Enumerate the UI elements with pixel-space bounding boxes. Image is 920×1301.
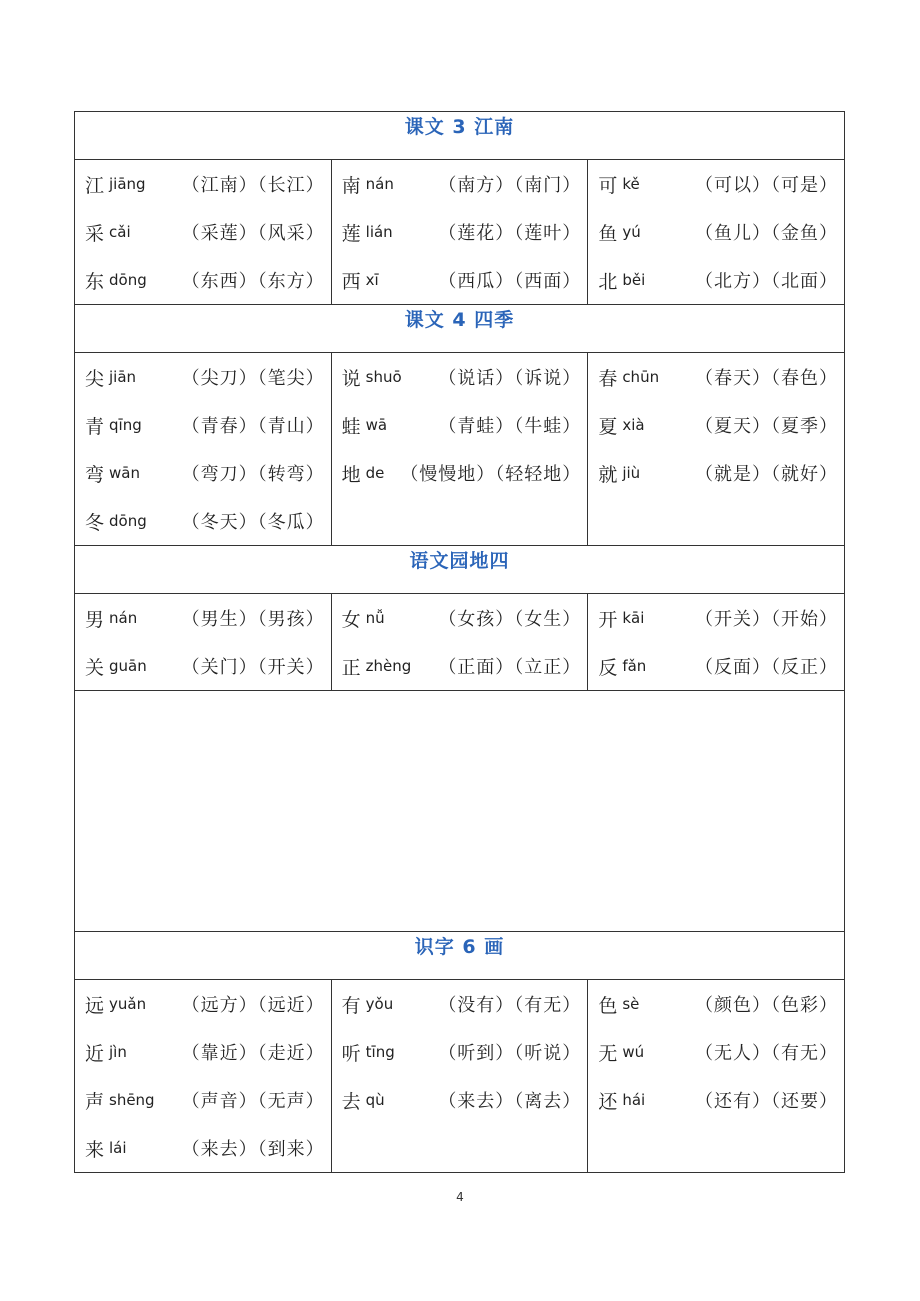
vocab-char: 青	[85, 415, 105, 438]
vocab-entry	[332, 449, 588, 497]
vocab-pinyin: shuō	[365, 368, 402, 386]
vocab-words: （就是）（就好）	[695, 464, 838, 485]
vocab-entry	[332, 256, 588, 304]
vocab-entry	[588, 1028, 844, 1076]
vocab-pinyin: wān	[109, 464, 140, 482]
section-header-row	[75, 305, 845, 353]
vocab-char: 还	[598, 1090, 618, 1113]
vocab-pinyin: běi	[622, 271, 646, 289]
vocab-words: （来去）（到来）	[181, 1139, 325, 1160]
vocab-pinyin: yǒu	[365, 995, 394, 1013]
vocab-words: （冬天）（冬瓜）	[181, 512, 325, 533]
vocab-pinyin: xī	[365, 271, 379, 289]
vocab-words: （慢慢地）（轻轻地）	[400, 464, 582, 485]
vocabulary-sheet	[74, 111, 845, 1173]
vocab-words: （北方）（北面）	[695, 271, 838, 292]
vocab-words: （春天）（春色）	[695, 368, 838, 389]
vocab-char: 尖	[85, 367, 105, 390]
vocab-char: 东	[85, 270, 105, 293]
vocab-entry	[75, 1076, 331, 1124]
vocab-entry	[75, 449, 331, 497]
vocab-entry	[332, 642, 588, 690]
vocab-column	[75, 594, 332, 691]
vocab-words: （来去）（离去）	[438, 1091, 582, 1112]
vocab-pinyin: tīng	[365, 1043, 395, 1061]
vocab-words: （反面）（反正）	[695, 657, 838, 678]
vocab-words: （江南）（长江）	[181, 175, 325, 196]
vocab-char: 有	[341, 994, 361, 1017]
vocab-char: 鱼	[598, 222, 618, 245]
vocab-char: 地	[341, 463, 361, 486]
vocab-words: （靠近）（走近）	[181, 1043, 325, 1064]
vocab-words: （尖刀）（笔尖）	[181, 368, 325, 389]
vocab-char: 西	[341, 270, 361, 293]
vocab-char: 北	[598, 270, 618, 293]
vocab-words: （男生）（男孩）	[181, 609, 325, 630]
vocab-char: 说	[341, 367, 361, 390]
vocab-entry	[588, 256, 844, 304]
vocab-entry	[332, 208, 588, 256]
vocab-words: （声音）（无声）	[181, 1091, 325, 1112]
vocab-column	[588, 160, 845, 305]
vocab-entry	[75, 353, 331, 401]
vocab-entry	[588, 401, 844, 449]
vocab-pinyin: qù	[365, 1091, 385, 1109]
vocab-char: 无	[598, 1042, 618, 1065]
vocab-words: （听到）（听说）	[438, 1043, 582, 1064]
vocab-entry	[75, 980, 331, 1028]
page-number: 4	[456, 1190, 464, 1204]
vocab-char: 可	[598, 174, 618, 197]
vocab-pinyin: qīng	[109, 416, 142, 434]
vocab-column	[331, 353, 588, 546]
blank-row	[75, 691, 845, 932]
vocab-char: 去	[341, 1090, 361, 1113]
vocab-char: 弯	[85, 463, 105, 486]
vocab-char: 春	[598, 367, 618, 390]
vocab-entry	[75, 256, 331, 304]
vocab-char: 色	[598, 994, 618, 1017]
vocab-pinyin: dōng	[109, 271, 147, 289]
vocab-entry	[332, 594, 588, 642]
vocab-words: （西瓜）（西面）	[438, 271, 582, 292]
vocab-words: （颜色）（色彩）	[695, 995, 838, 1016]
section-header-row	[75, 932, 845, 980]
vocab-pinyin: jiān	[109, 368, 137, 386]
vocab-words: （远方）（远近）	[181, 995, 325, 1016]
vocab-char: 江	[85, 174, 105, 197]
vocab-column	[75, 160, 332, 305]
vocab-entry	[332, 401, 588, 449]
blank-cell	[75, 691, 845, 932]
vocab-char: 近	[85, 1042, 105, 1065]
vocab-entry	[75, 594, 331, 642]
vocab-pinyin: cǎi	[109, 223, 131, 241]
vocab-pinyin: fǎn	[622, 657, 647, 675]
vocab-char: 莲	[341, 222, 361, 245]
vocab-words: （采莲）（风采）	[181, 223, 325, 244]
section-title: 课文 4 四季	[75, 305, 845, 353]
vocab-entry	[588, 353, 844, 401]
vocab-char: 南	[341, 174, 361, 197]
section-header-row	[75, 112, 845, 160]
vocab-entry	[332, 1028, 588, 1076]
section-body-row	[75, 353, 845, 546]
vocab-entry	[75, 401, 331, 449]
vocab-entry	[75, 208, 331, 256]
vocab-char: 开	[598, 608, 618, 631]
vocab-pinyin: dōng	[109, 512, 147, 530]
vocab-entry	[588, 594, 844, 642]
vocab-pinyin: wā	[365, 416, 388, 434]
vocab-char: 声	[85, 1090, 105, 1113]
vocab-char: 就	[598, 463, 618, 486]
vocab-pinyin: xià	[622, 416, 645, 434]
vocab-entry	[588, 1076, 844, 1124]
vocab-char: 来	[85, 1138, 105, 1161]
vocab-words: （南方）（南门）	[438, 175, 582, 196]
vocab-char: 听	[341, 1042, 361, 1065]
vocab-pinyin: zhèng	[365, 657, 412, 675]
vocab-pinyin: de	[365, 464, 385, 482]
vocab-pinyin: nán	[109, 609, 138, 627]
vocab-char: 男	[85, 608, 105, 631]
vocab-words: （东西）（东方）	[181, 271, 325, 292]
vocab-words: （正面）（立正）	[438, 657, 582, 678]
vocab-column	[331, 160, 588, 305]
vocab-char: 蛙	[341, 415, 361, 438]
section-body-row	[75, 594, 845, 691]
vocab-words: （鱼儿）（金鱼）	[695, 223, 838, 244]
vocab-column	[75, 353, 332, 546]
vocab-entry	[332, 980, 588, 1028]
vocab-words: （夏天）（夏季）	[695, 416, 838, 437]
vocab-pinyin: nán	[365, 175, 394, 193]
vocab-pinyin: shēng	[109, 1091, 155, 1109]
vocab-pinyin: yú	[622, 223, 641, 241]
vocab-column	[331, 594, 588, 691]
vocab-entry	[332, 160, 588, 208]
vocab-pinyin: jìn	[109, 1043, 127, 1061]
section-title: 识字 6 画	[75, 932, 845, 980]
vocab-entry	[588, 449, 844, 497]
vocab-char: 女	[341, 608, 361, 631]
vocab-column	[588, 594, 845, 691]
vocab-entry	[588, 208, 844, 256]
vocab-pinyin: nǚ	[365, 609, 385, 627]
vocab-entry	[75, 1124, 331, 1172]
vocab-words: （还有）（还要）	[695, 1091, 838, 1112]
vocab-pinyin: guān	[109, 657, 147, 675]
vocab-words: （莲花）（莲叶）	[438, 223, 582, 244]
vocab-char: 正	[341, 656, 361, 679]
vocab-char: 采	[85, 222, 105, 245]
section-header-row	[75, 546, 845, 594]
vocab-char: 冬	[85, 511, 105, 534]
vocab-words: （青蛙）（牛蛙）	[438, 416, 582, 437]
vocab-words: （可以）（可是）	[695, 175, 838, 196]
vocab-words: （弯刀）（转弯）	[181, 464, 325, 485]
section-title: 课文 3 江南	[75, 112, 845, 160]
vocab-pinyin: yuǎn	[109, 995, 147, 1013]
vocab-pinyin: kāi	[622, 609, 645, 627]
vocab-entry	[332, 1076, 588, 1124]
vocab-pinyin: jiāng	[109, 175, 146, 193]
vocab-char: 反	[598, 656, 618, 679]
vocab-entry	[588, 160, 844, 208]
vocab-pinyin: lái	[109, 1139, 127, 1157]
vocab-column	[588, 353, 845, 546]
vocab-entry	[75, 1028, 331, 1076]
vocab-pinyin: hái	[622, 1091, 646, 1109]
section-title: 语文园地四	[75, 546, 845, 594]
vocab-pinyin: sè	[622, 995, 640, 1013]
vocab-pinyin: chūn	[622, 368, 660, 386]
vocab-entry	[588, 980, 844, 1028]
vocab-pinyin: kě	[622, 175, 640, 193]
vocab-char: 夏	[598, 415, 618, 438]
section-body-row	[75, 160, 845, 305]
vocab-entry	[75, 497, 331, 545]
vocab-words: （无人）（有无）	[695, 1043, 838, 1064]
vocab-words: （女孩）（女生）	[438, 609, 582, 630]
vocab-words: （开关）（开始）	[695, 609, 838, 630]
vocab-entry	[332, 353, 588, 401]
vocabulary-table	[74, 111, 845, 1173]
vocab-entry	[588, 642, 844, 690]
vocab-char: 远	[85, 994, 105, 1017]
section-body-row	[75, 980, 845, 1173]
vocab-entry	[75, 160, 331, 208]
vocab-pinyin: lián	[365, 223, 393, 241]
vocab-pinyin: wú	[622, 1043, 645, 1061]
vocab-pinyin: jiù	[622, 464, 641, 482]
vocab-entry	[75, 642, 331, 690]
vocab-words: （青春）（青山）	[181, 416, 325, 437]
vocab-words: （没有）（有无）	[438, 995, 582, 1016]
vocab-column	[331, 980, 588, 1173]
vocab-column	[75, 980, 332, 1173]
vocab-column	[588, 980, 845, 1173]
vocab-words: （说话）（诉说）	[438, 368, 582, 389]
vocab-char: 关	[85, 656, 105, 679]
vocab-words: （关门）（开关）	[181, 657, 325, 678]
